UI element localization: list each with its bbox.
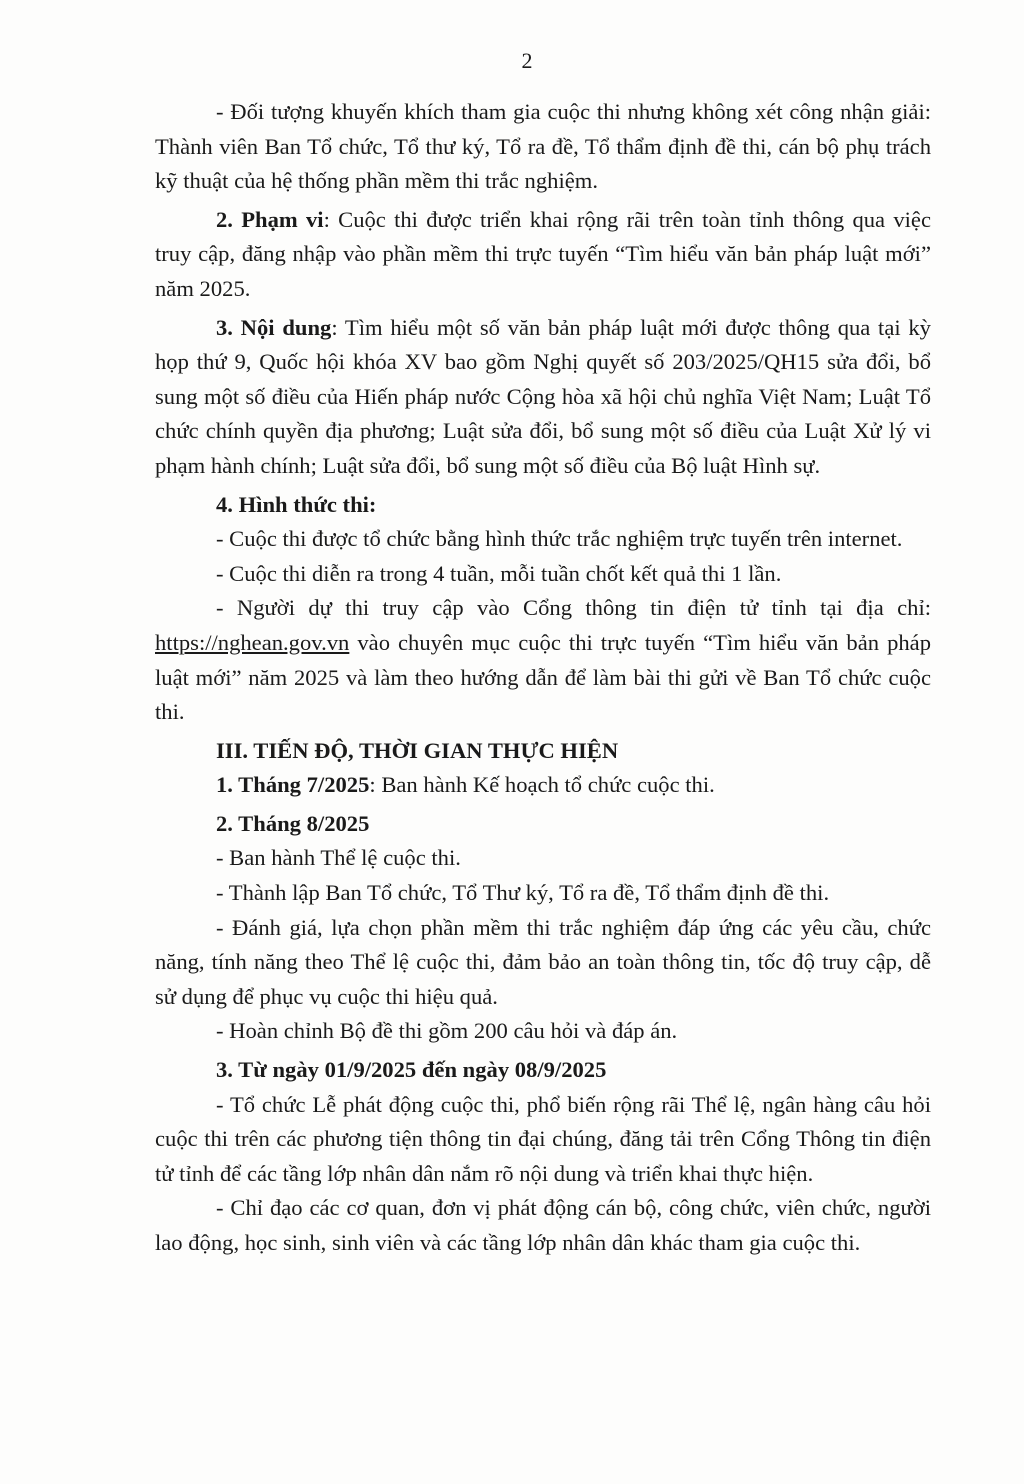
format-item-duration: - Cuộc thi diễn ra trong 4 tuần, mỗi tuần chốt kết quả thi 1 lần. <box>216 560 782 586</box>
page-number: 2 <box>521 48 533 73</box>
august-item-software: - Đánh giá, lựa chọn phần mềm thi trắc nghiệm đáp ứng các yêu cầu, chức năng, tính năng theo Thể lệ cuộc thi, đảm bảo an toàn thông tin, tốc độ truy cập, dễ sử dụng để phục vụ cuộc thi hiệu quả. <box>155 914 931 1009</box>
july-label: 1. Tháng 7/2025 <box>216 772 370 798</box>
scope-label: 2. Phạm vi <box>216 206 324 232</box>
august-heading: 2. Tháng 8/2025 <box>216 810 370 836</box>
paragraph-content <box>155 311 931 484</box>
format-item-access <box>155 591 931 729</box>
content-text: : Tìm hiểu một số văn bản pháp luật mới được thông qua tại kỳ họp thứ 9, Quốc hội khóa XV bao gồm Nghị quyết số 203/2025/QH15 sửa đổi, bổ sung một số điều của Hiến pháp nước Cộng hòa xã hội chủ nghĩa Việt Nam; Luật Tổ chức chính quyền địa phương; Luật sửa đổi, bổ sung một số điều của Luật Xử lý vi phạm hành chính; Luật sửa đổi, bổ sung một số điều của Bộ luật Hình sự. <box>155 314 931 478</box>
schedule-heading: III. TIẾN ĐỘ, THỜI GIAN THỰC HIỆN <box>216 737 619 763</box>
access-suffix: vào chuyên mục cuộc thi trực tuyến “Tìm hiểu văn bản pháp luật mới” năm 2025 và làm theo hướng dẫn để làm bài thi gửi về Ban Tổ chức cuộc thi. <box>155 629 931 725</box>
august-item-committee: - Thành lập Ban Tổ chức, Tổ Thư ký, Tổ ra đề, Tổ thẩm định đề thi. <box>216 880 830 906</box>
september-item-direct: - Chỉ đạo các cơ quan, đơn vị phát động cán bộ, công chức, viên chức, người lao động, học sinh, sinh viên và các tầng lớp nhân dân khác tham gia cuộc thi. <box>155 1195 931 1255</box>
access-prefix: - Người dự thi truy cập vào Cổng thông tin điện tử tỉnh tại địa chỉ: <box>216 595 931 621</box>
july-text: : Ban hành Kế hoạch tổ chức cuộc thi. <box>369 772 715 798</box>
august-item-question-bank: - Hoàn chỉnh Bộ đề thi gồm 200 câu hỏi và đáp án. <box>216 1018 678 1044</box>
schedule-july <box>155 768 931 803</box>
scope-text: : Cuộc thi được triển khai rộng rãi trên toàn tỉnh thông qua việc truy cập, đăng nhập vào phần mềm thi trực tuyến “Tìm hiểu văn bản pháp luật mới” năm 2025. <box>155 206 931 301</box>
paragraph-scope <box>155 203 931 307</box>
september-heading: 3. Từ ngày 01/9/2025 đến ngày 08/9/2025 <box>216 1057 607 1083</box>
format-item-online: - Cuộc thi được tổ chức bằng hình thức trắc nghiệm trực tuyến trên internet. <box>216 526 903 552</box>
september-item-launch: - Tổ chức Lễ phát động cuộc thi, phổ biến rộng rãi Thể lệ, ngân hàng câu hỏi cuộc thi trên các phương tiện thông tin đại chúng, đăng tải trên Cổng Thông tin điện tử tỉnh để các tầng lớp nhân dân nắm rõ nội dung và triển khai thực hiện. <box>155 1091 931 1186</box>
portal-link[interactable]: https://nghean.gov.vn <box>155 629 350 655</box>
august-item-rules: - Ban hành Thể lệ cuộc thi. <box>216 845 461 871</box>
format-heading: 4. Hình thức thi: <box>216 491 377 517</box>
content-label: 3. Nội dung <box>216 314 332 340</box>
paragraph-encouraged-subjects: - Đối tượng khuyến khích tham gia cuộc thi nhưng không xét công nhận giải: Thành viên Ban Tổ chức, Tổ thư ký, Tổ ra đề, Tổ thẩm định đề thi, cán bộ phụ trách kỹ thuật của hệ thống phần mềm thi trắc nghiệm. <box>155 99 931 194</box>
document-body <box>155 95 931 1261</box>
